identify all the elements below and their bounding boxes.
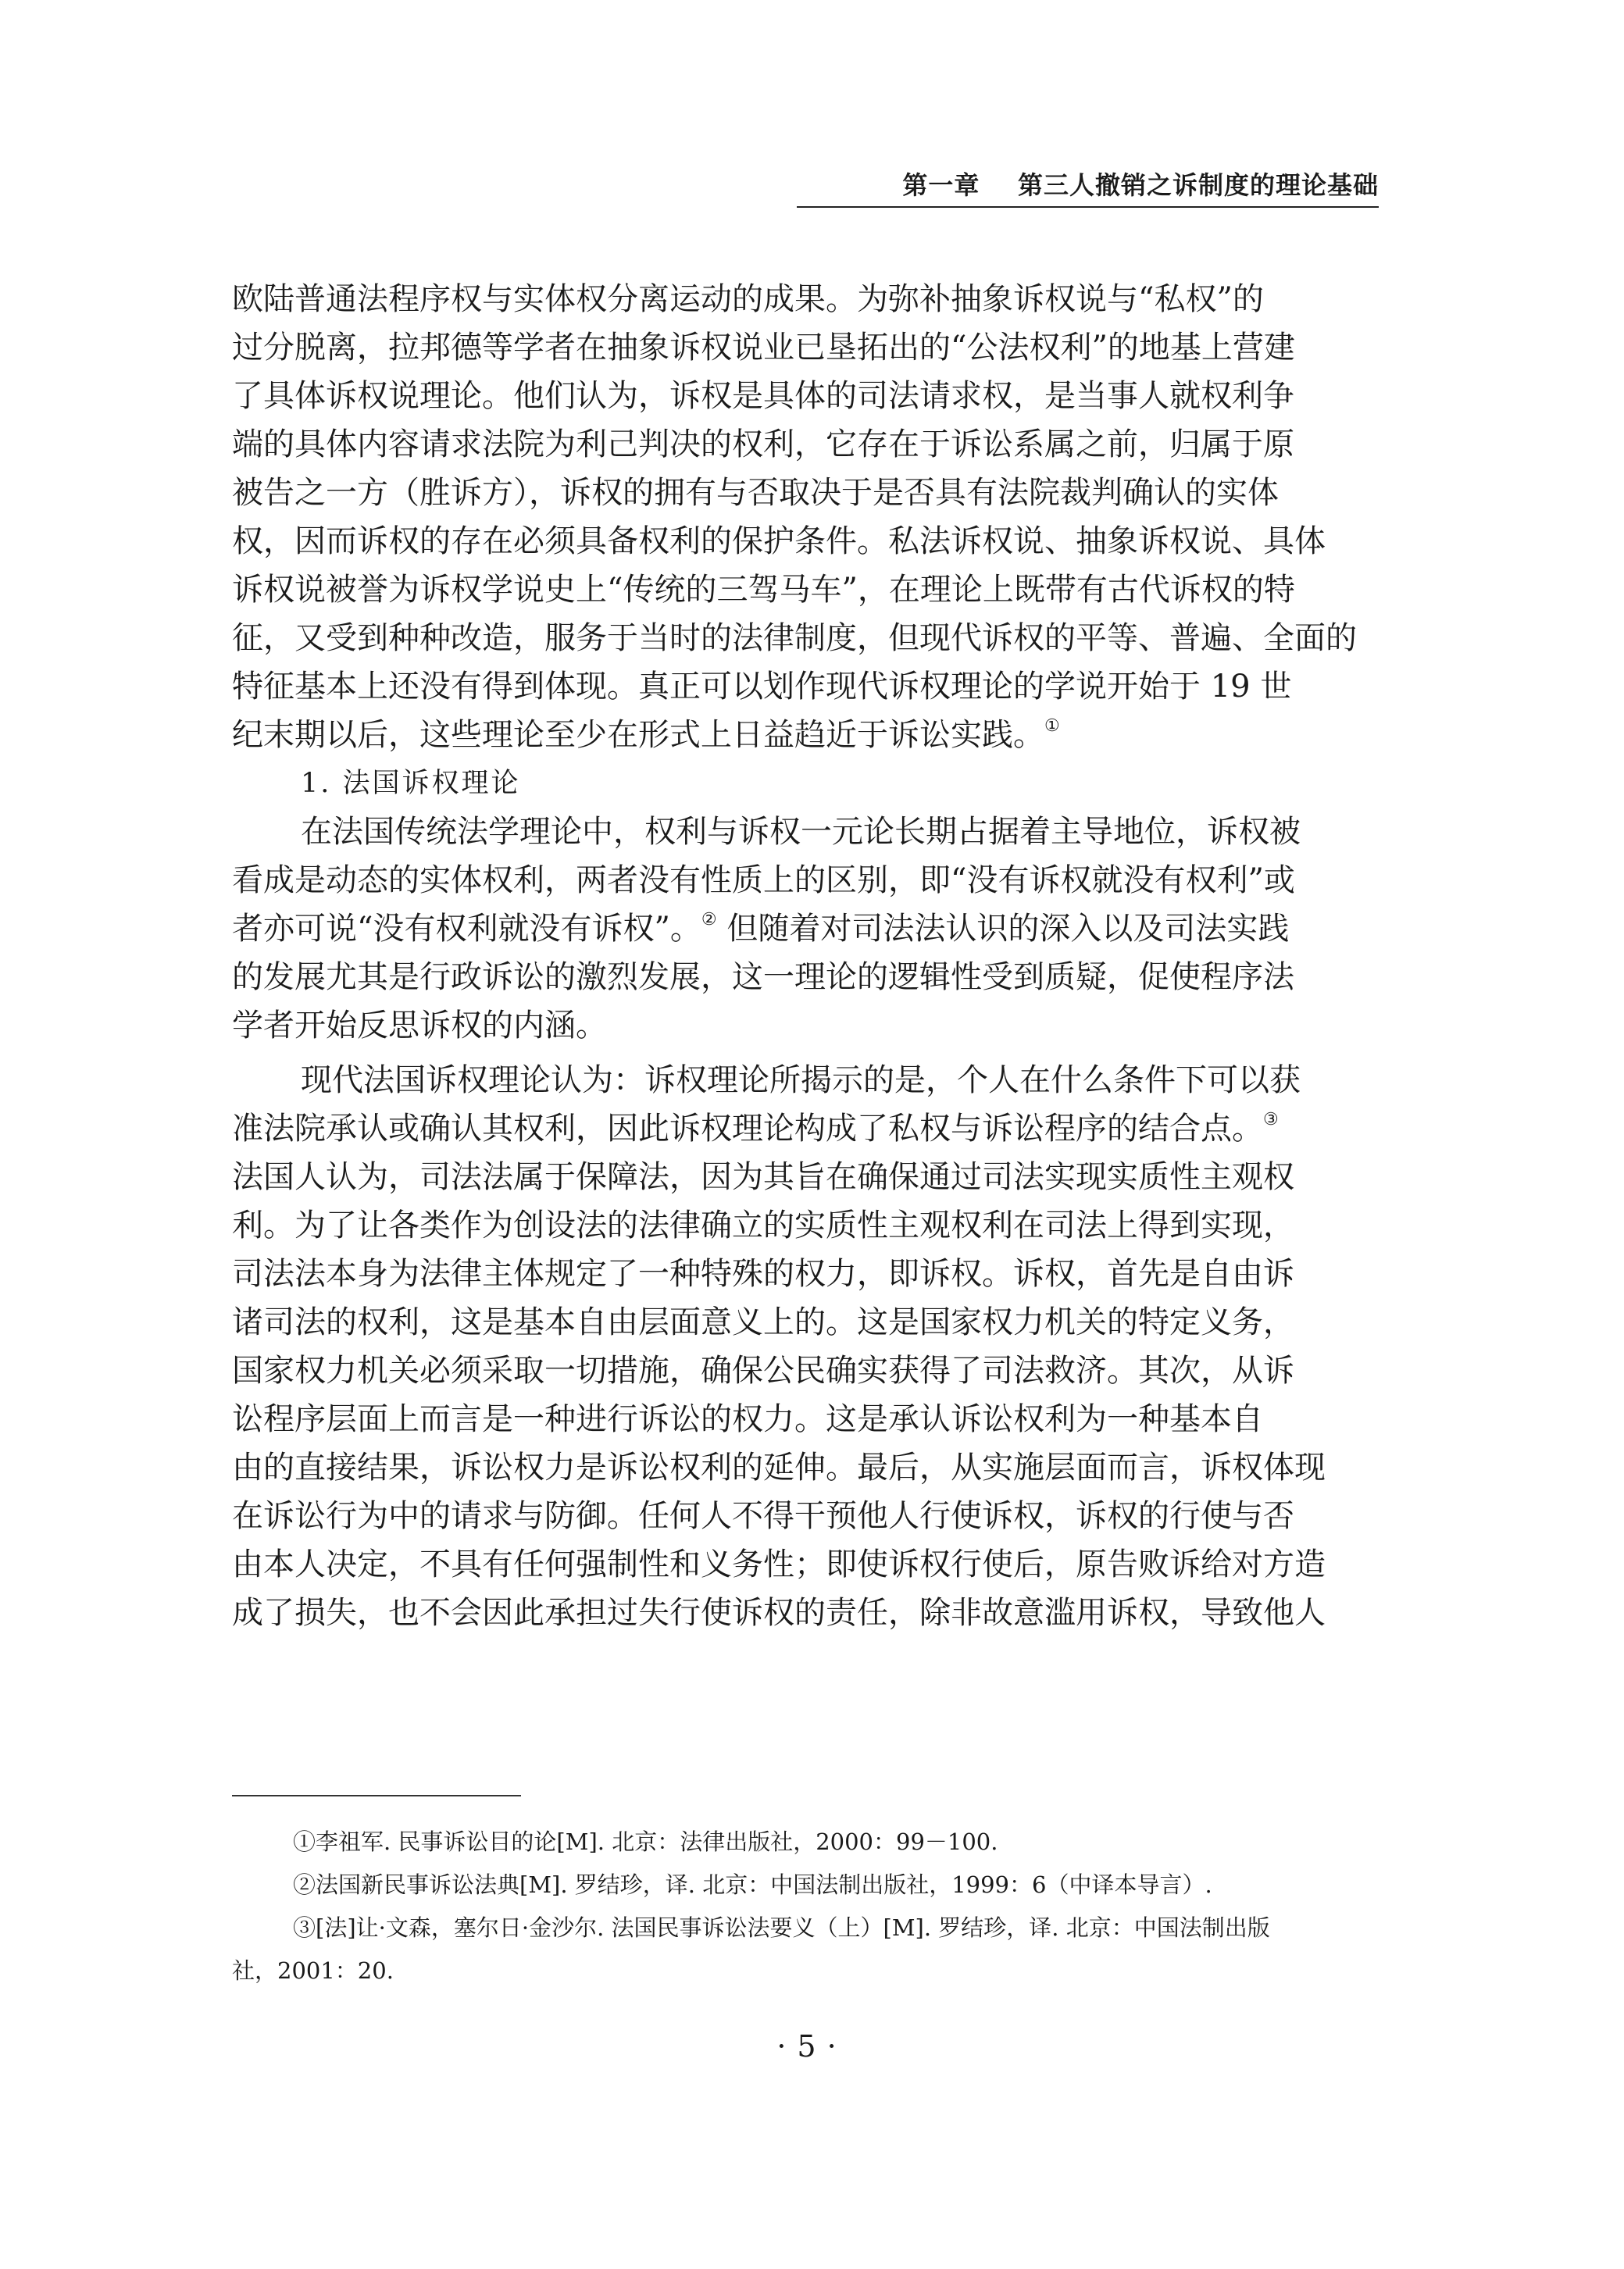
body-line	[232, 904, 1388, 953]
body-line: 成了损失，也不会因此承担过失行使诉权的责任，除非故意滥用诉权，导致他人	[232, 1595, 1326, 1631]
footnotes	[232, 1825, 1388, 1988]
body-line-text: 准法院承认或确认其权利，因此诉权理论构成了私权与诉讼程序的结合点。	[232, 1111, 1263, 1147]
body-line: 权，因而诉权的存在必须具备权利的保护条件。私法诉权说、抽象诉权说、具体	[232, 523, 1326, 559]
body-line: 的发展尤其是行政诉讼的激烈发展，这一理论的逻辑性受到质疑，促使程序法	[232, 959, 1294, 995]
body-line: 欧陆普通法程序权与实体权分离运动的成果。为弥补抽象诉权说与“私权”的	[232, 281, 1264, 317]
footnote-ref-2[interactable]: ②	[701, 910, 717, 929]
body-line: 在法国传统法学理论中，权利与诉权一元论长期占据着主导地位，诉权被	[301, 814, 1301, 850]
body-line: 讼程序层面上而言是一种进行诉讼的权力。这是承认诉讼权利为一种基本自	[232, 1401, 1263, 1437]
body-line: 诸司法的权利，这是基本自由层面意义上的。这是国家权力机关的特定义务，	[232, 1304, 1294, 1340]
body-line: 诉权说被誉为诉权学说史上“传统的三驾马车”，在理论上既带有古代诉权的特	[232, 572, 1295, 608]
footnote-3: ③[法]让·文森，塞尔日·金沙尔. 法国民事诉讼法要义（上）[M]. 罗结珍，译. 北京：中国法制出版	[293, 1914, 1270, 1941]
body-line: 司法法本身为法律主体规定了一种特殊的权力，即诉权。诉权，首先是自由诉	[232, 1256, 1294, 1292]
body-line: 由本人决定，不具有任何强制性和义务性；即使诉权行使后，原告败诉给对方造	[232, 1547, 1326, 1582]
chapter-title: 第三人撤销之诉制度的理论基础	[1017, 170, 1379, 200]
body-line-text: 纪末期以后，这些理论至少在形式上日益趋近于诉讼实践。	[232, 717, 1044, 753]
body-text	[232, 275, 1388, 1637]
footnote-ref-3[interactable]: ③	[1263, 1110, 1279, 1129]
body-line: 由的直接结果，诉讼权力是诉讼权利的延伸。最后，从实施层面而言，诉权体现	[232, 1450, 1326, 1486]
body-line: 在诉讼行为中的请求与防御。任何人不得干预他人行使诉权，诉权的行使与否	[232, 1498, 1294, 1534]
body-line: 了具体诉权说理论。他们认为，诉权是具体的司法请求权，是当事人就权利争	[232, 378, 1294, 414]
chapter-label: 第一章	[902, 170, 980, 200]
body-line-text: 但随着对司法法认识的深入以及司法实践	[716, 911, 1290, 947]
body-line: 国家权力机关必须采取一切措施，确保公民确实获得了司法救济。其次，从诉	[232, 1353, 1294, 1389]
body-line-text: 者亦可说“没有权利就没有诉权”。	[232, 911, 701, 947]
body-line: 端的具体内容请求法院为利己判决的权利，它存在于诉讼系属之前，归属于原	[232, 426, 1294, 462]
footnote-ref-1[interactable]: ①	[1044, 716, 1060, 736]
body-line: 征，又受到种种改造，服务于当时的法律制度，但现代诉权的平等、普遍、全面的	[232, 620, 1357, 656]
footnote-2: ②法国新民事诉讼法典[M]. 罗结珍，译. 北京：中国法制出版社，1999：6（中译本导言）.	[293, 1871, 1212, 1898]
footnote-3-continued: 社，2001：20.	[232, 1957, 394, 1984]
body-line: 特征基本上还没有得到体现。真正可以划作现代诉权理论的学说开始于 19 世	[232, 669, 1292, 705]
running-header	[797, 170, 1379, 208]
page-number: ·5·	[776, 2029, 848, 2064]
section-subheading: 1. 法国诉权理论	[301, 768, 521, 799]
body-line: 看成是动态的实体权利，两者没有性质上的区别，即“没有诉权就没有权利”或	[232, 862, 1295, 898]
body-line: 学者开始反思诉权的内涵。	[232, 1008, 607, 1044]
body-line	[232, 711, 1388, 759]
footnote-1: ①李祖军. 民事诉讼目的论[M]. 北京：法律出版社，2000：99－100.	[293, 1828, 998, 1855]
body-line: 过分脱离，拉邦德等学者在抽象诉权说业已垦拓出的“公法权利”的地基上营建	[232, 330, 1295, 366]
body-line	[232, 1104, 1388, 1153]
body-line: 法国人认为，司法法属于保障法，因为其旨在确保通过司法实现实质性主观权	[232, 1159, 1294, 1195]
footnote-divider	[232, 1795, 521, 1796]
body-line: 现代法国诉权理论认为：诉权理论所揭示的是，个人在什么条件下可以获	[301, 1062, 1301, 1098]
body-line: 利。为了让各类作为创设法的法律确立的实质性主观权利在司法上得到实现，	[232, 1208, 1294, 1243]
body-line: 被告之一方（胜诉方），诉权的拥有与否取决于是否具有法院裁判确认的实体	[232, 475, 1279, 511]
header-spacer	[980, 172, 1018, 202]
